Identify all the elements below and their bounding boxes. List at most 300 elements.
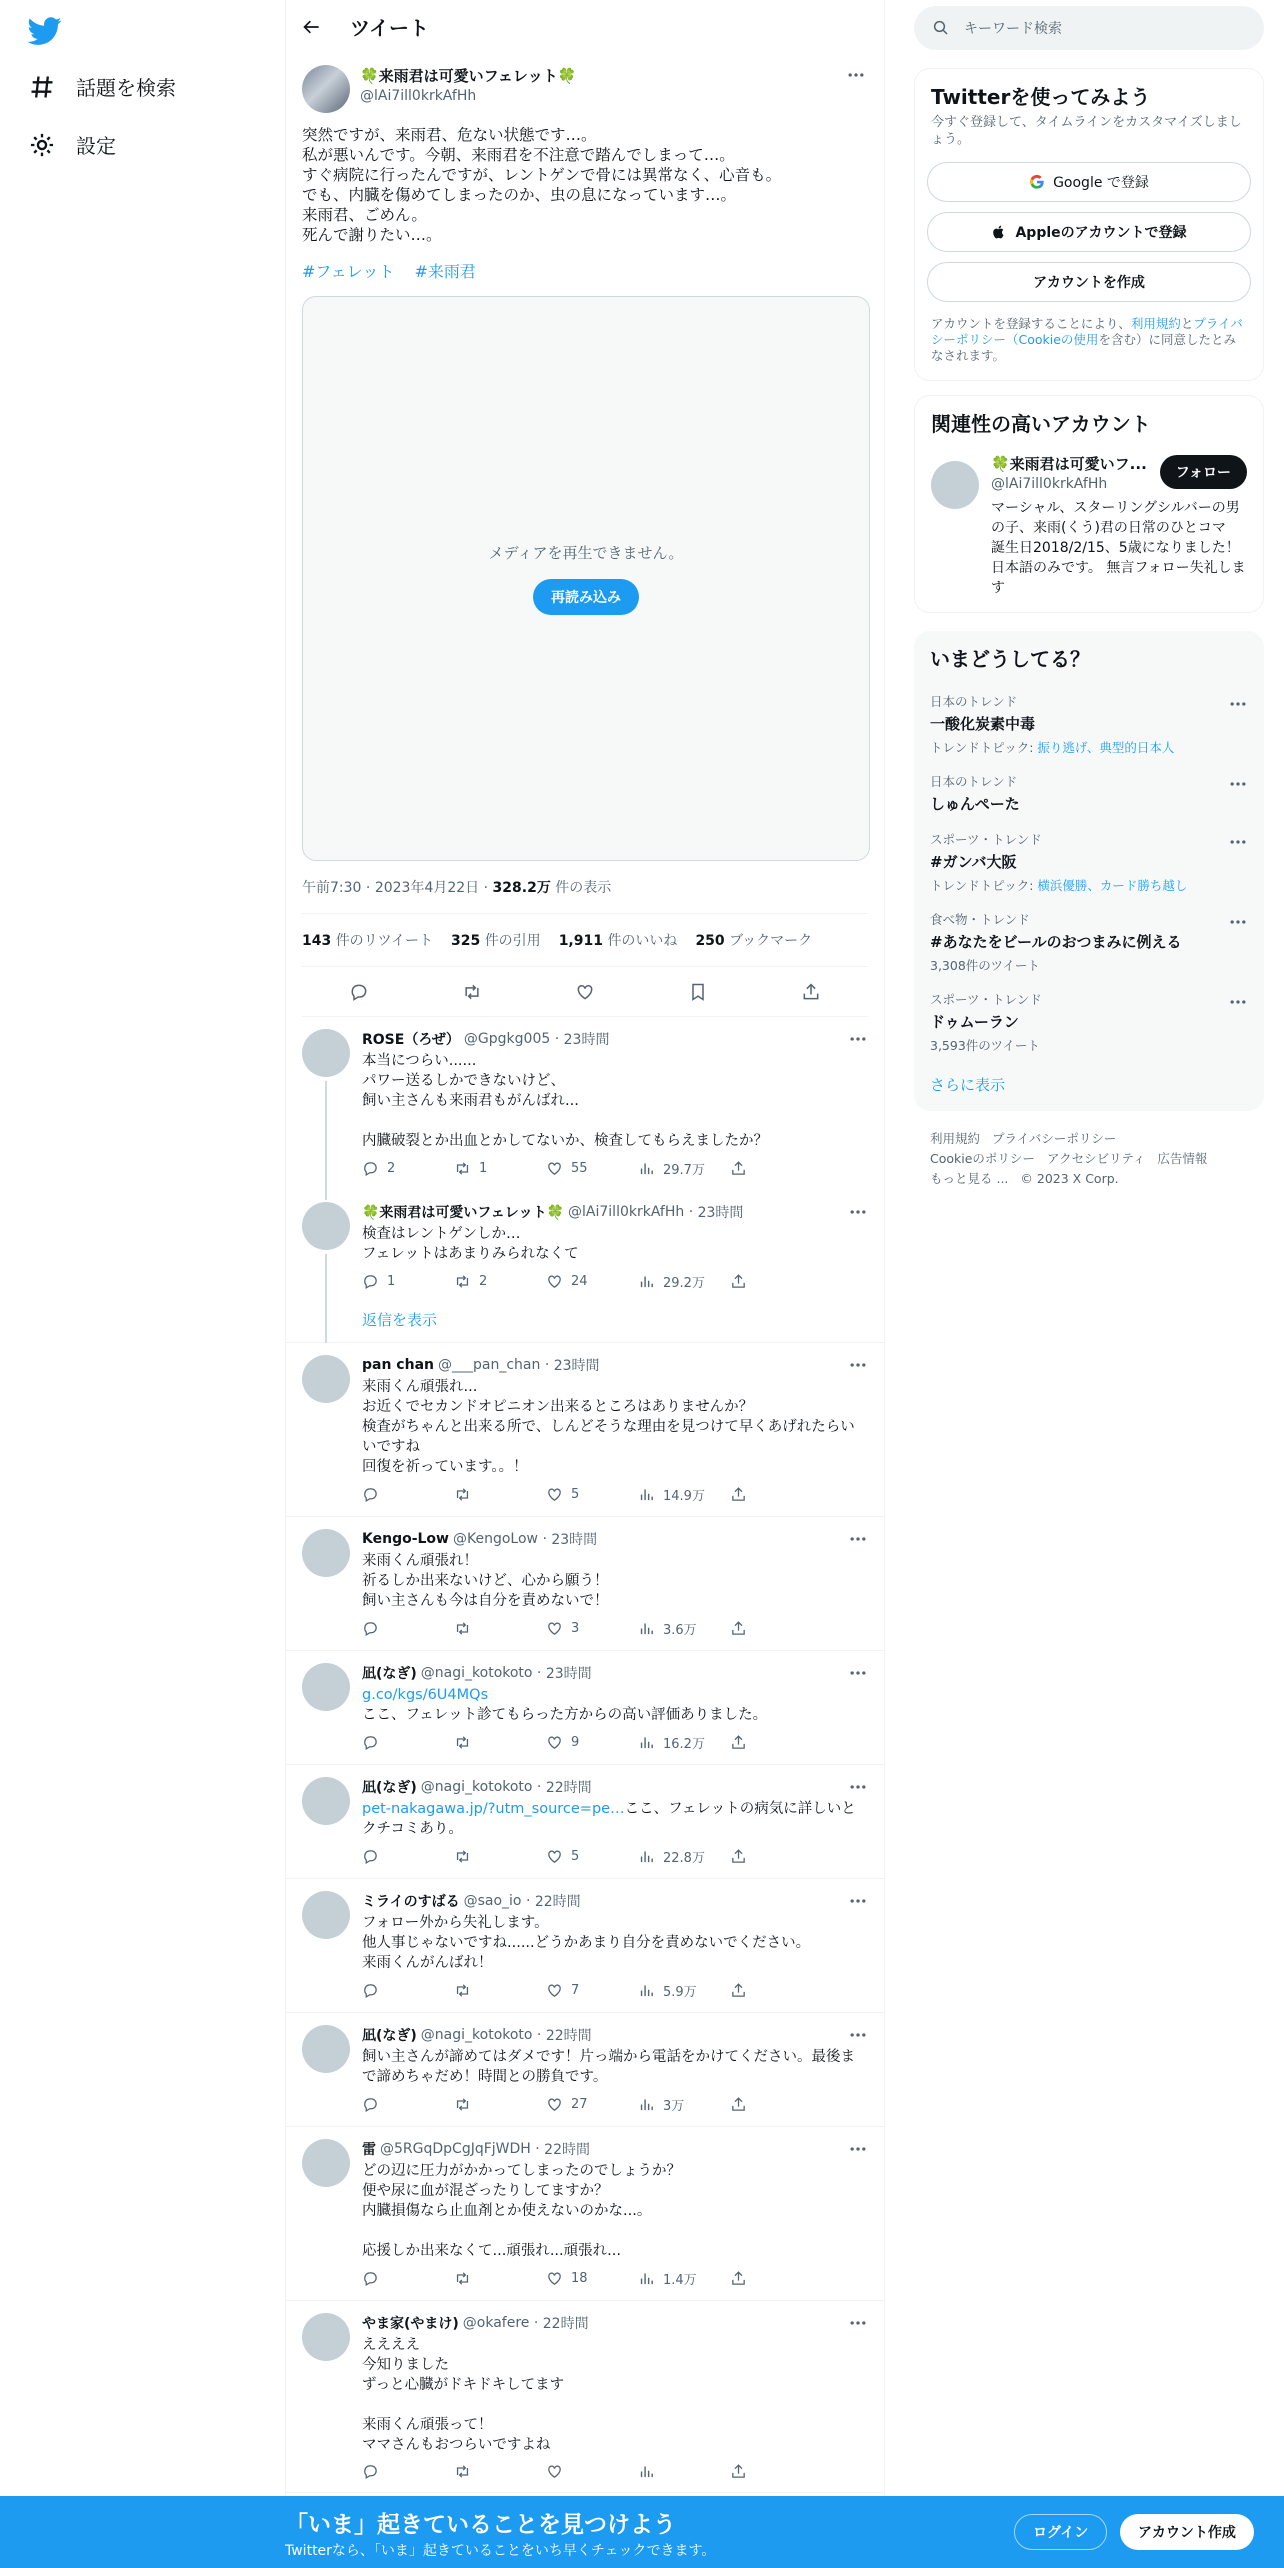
reply-author-handle[interactable]: @Gpgkg005 [463,1031,551,1047]
hashtag-link[interactable]: #フェレット [302,262,395,281]
trends-card [914,631,1264,1111]
reply-header [362,1529,868,1549]
back-arrow-icon[interactable] [302,17,322,37]
reply-actions [362,1272,868,1303]
reply-author-name[interactable]: 凪(なぎ) [362,2028,417,2044]
avatar[interactable] [302,1355,350,1403]
reply-author-name[interactable]: 凪(なぎ) [362,1666,417,1682]
share-button[interactable] [730,1847,822,1866]
trend-topic-label: トレンドトピック: [930,740,1038,755]
reply-author-handle[interactable]: @nagi_kotokoto [420,1665,533,1681]
reply-author-name[interactable]: やま家(やまけ) [362,2316,459,2332]
reply-time[interactable]: 22時間 [544,2142,590,2158]
tweet-time[interactable]: 午前7:30 [302,880,362,896]
reply-body [362,1891,868,2012]
avatar[interactable] [931,461,979,509]
relevant-accounts-title: 関連性の高いアカウント [931,412,1151,436]
avatar[interactable] [302,1663,350,1711]
reply-text-content: フォロー外から失礼します。 他人事じゃないですね......どうかあまり自分を責めないでください。 来雨くんがんばれ！ [362,1915,811,1971]
separator: · [532,1779,546,1795]
like-count: 18 [571,2271,588,2286]
views-icon [638,2096,655,2113]
reply-tweet[interactable] [286,1651,884,1765]
reply-button[interactable] [362,1847,454,1866]
reply-button[interactable] [362,1272,454,1291]
reply-icon [362,1734,379,1751]
more-icon[interactable] [844,65,868,85]
like-button[interactable] [546,1733,638,1752]
footer-links [914,1111,1264,1207]
views-count: 16.2万 [663,1737,705,1752]
relevant-account-handle[interactable]: @lAi7ill0krkAfHh [991,476,1108,492]
bookmark-stat[interactable] [695,930,812,950]
reply-link[interactable]: pet-nakagawa.jp/?utm_source=pe… [362,1801,625,1817]
like-count: 7 [571,1983,580,1998]
reply-time[interactable]: 22時間 [534,1894,581,1910]
reply-button[interactable] [362,1159,454,1178]
views-count: 29.2万 [663,1276,705,1291]
more-icon[interactable] [1228,832,1248,852]
share-button[interactable] [730,1485,822,1504]
reply-body [362,1529,868,1650]
login-button[interactable]: ログイン [1014,2514,1107,2550]
reply-body [362,1355,868,1516]
hashtag-link[interactable]: #来雨君 [414,262,476,281]
views-button[interactable] [638,1981,730,2000]
avatar[interactable] [302,2313,350,2361]
apple-signup-button[interactable] [927,212,1251,252]
reply-link[interactable]: g.co/kgs/6U4MQs [362,1687,489,1703]
terms-text: アカウントを登録することにより、 [931,316,1131,331]
footer-link[interactable]: プライバシーポリシー [992,1131,1117,1146]
heart-icon [546,2463,563,2480]
share-button[interactable] [730,1981,822,2000]
heart-icon [546,2096,563,2113]
more-icon[interactable] [1228,912,1248,932]
heart-icon [546,2270,563,2287]
more-icon[interactable] [1228,694,1248,714]
separator: · [530,2141,545,2157]
retweet-icon [454,1486,471,1503]
reply-time[interactable]: 22時間 [545,1780,592,1796]
trend-item[interactable] [914,900,1264,980]
reply-time[interactable]: 23時間 [563,1032,610,1048]
follow-button[interactable]: フォロー [1160,455,1247,489]
reply-tweet[interactable] [286,1517,884,1651]
share-button[interactable] [730,1159,822,1178]
trend-name: #あなたをビールのおつまみに例える [930,933,1182,951]
reply-tweet[interactable] [286,1190,884,1303]
trend-name: ドゥムーラン [930,1013,1019,1031]
views-button[interactable] [638,1733,730,1752]
reply-body [362,2139,868,2300]
views-button[interactable] [638,1485,730,1504]
reply-header [362,1777,868,1797]
like-count: 1,911 [558,933,603,949]
separator: · [538,1531,552,1547]
reload-button[interactable]: 再読み込み [533,579,639,615]
views-button[interactable] [638,2463,730,2480]
trend-item[interactable] [914,820,1264,900]
reply-tweet[interactable] [286,1765,884,1879]
tweet-stats [302,914,868,967]
reply-header [362,1029,868,1049]
create-account-button[interactable] [927,262,1251,302]
separator: · [521,1893,535,1909]
reply-icon [362,1848,379,1865]
nav-settings[interactable] [28,130,116,159]
trend-category: 日本のトレンド [930,774,1018,789]
reply-time[interactable]: 23時間 [697,1205,744,1221]
thread-line [325,1190,327,1200]
more-icon[interactable] [848,2139,868,2159]
reply-time[interactable]: 23時間 [553,1358,600,1374]
reply-time[interactable]: 22時間 [545,2028,592,2044]
twitter-logo-icon[interactable] [28,14,62,48]
retweet-icon [454,1620,471,1637]
reply-time[interactable]: 23時間 [545,1666,592,1682]
footer-link[interactable]: アクセシビリティ [1046,1151,1146,1166]
relevant-accounts-card [914,395,1264,613]
more-icon[interactable] [848,2313,868,2333]
reply-count: 2 [387,1161,396,1176]
share-button[interactable] [730,1272,822,1291]
reply-tweet[interactable] [286,2013,884,2127]
views-button[interactable] [638,2095,730,2114]
signup-button[interactable]: アカウント作成 [1120,2514,1254,2550]
reply-icon [362,1486,379,1503]
reply-author-handle[interactable]: @sao_io [463,1893,522,1909]
share-button[interactable] [730,2463,822,2480]
trends-title: いまどうしてる？ [930,647,1090,671]
views-count: 1.4万 [663,2273,697,2288]
reply-text-content: 検査はレントゲンしか… フェレットはあまりみられなくて [362,1226,579,1262]
reply-header [362,1891,868,1911]
google-signup-button[interactable] [927,162,1251,202]
share-icon [730,1982,747,1999]
retweet-button[interactable] [454,1485,546,1504]
reply-icon [362,2270,379,2287]
views-icon [638,1734,655,1751]
reply-text-content: どの辺に圧力がかかってしまったのでしょうか？ 便や尿に血が混ざったりしてますか？ 内臓損傷なら止血剤とか使えないのかな...。 応援しか出来なくて...頑張れ...頑張れ... [362,2163,681,2259]
retweet-icon [454,2270,471,2287]
like-label: 件のいいね [607,933,678,949]
signup-card [914,68,1264,381]
retweet-button[interactable] [454,2095,546,2114]
reply-icon[interactable] [349,982,369,1002]
more-icon[interactable] [848,1777,868,1797]
like-button[interactable] [546,1619,638,1638]
avatar[interactable] [302,1891,350,1939]
hashtag-list [286,245,884,282]
share-icon [730,1486,747,1503]
retweet-button[interactable] [454,2463,546,2480]
reply-header [362,1663,868,1683]
retweet-count: 2 [479,1274,488,1289]
reply-body [362,1202,868,1303]
reply-text [362,1051,868,1151]
more-icon[interactable] [848,1529,868,1549]
retweet-button[interactable] [454,1847,546,1866]
heart-icon [546,1982,563,1999]
reply-tweet[interactable] [286,1343,884,1517]
like-button[interactable] [546,2095,638,2114]
heart-icon [546,1620,563,1637]
more-icon[interactable] [848,1891,868,1911]
like-count: 3 [571,1621,580,1636]
reply-time[interactable]: 23時間 [551,1532,598,1548]
trend-subtitle [930,738,1248,756]
trend-topic-links[interactable]: 横浜優勝、カード勝ち越し [1037,878,1188,893]
views-button[interactable] [638,1272,730,1291]
reply-actions [362,2269,868,2300]
tweet-date[interactable]: 2023年4月22日 [374,880,480,896]
reply-button[interactable] [362,2463,454,2480]
relevant-account-bio: マーシャル、スターリングシルバーの男の子、来雨(くう)君の日常のひとコマ 誕生日2018/2/15、5歳になりました！ 日本語のみです。 無言フォロー失礼します [991,500,1254,596]
retweet-button[interactable] [454,2269,546,2288]
retweet-icon[interactable] [462,982,482,1002]
reply-author-name[interactable]: 凪(なぎ) [362,1780,417,1796]
reply-actions [362,1733,868,1764]
avatar[interactable] [302,1777,350,1825]
reply-icon [362,1620,379,1637]
reply-time[interactable]: 22時間 [542,2316,589,2332]
apple-icon [991,224,1007,240]
nav-explore[interactable] [28,72,176,101]
signup-title: Twitterを使ってみよう [931,85,1151,109]
retweet-stat[interactable] [302,930,433,950]
avatar[interactable] [302,2139,350,2187]
reply-text-content: 来雨くん頑張れ... お近くでセカンドオピニオン出来るところはありませんか？ 検査がちゃんと出来る所で、しんどそうな理由を見つけて早くあげれたらいいですね 回復を祈っています。。！ [362,1379,855,1475]
views-button[interactable] [638,1619,730,1638]
search-input[interactable]: キーワード検索 [964,21,1062,37]
reply-author-handle[interactable]: @nagi_kotokoto [420,2027,533,2043]
avatar[interactable] [302,1202,350,1250]
reply-body [362,2025,868,2126]
reply-text [362,1377,868,1477]
heart-icon[interactable] [575,982,595,1002]
show-replies-link[interactable]: 返信を表示 [286,1303,884,1343]
bookmark-icon[interactable] [688,982,708,1002]
author-handle[interactable]: @lAi7ill0krkAfHh [360,88,477,104]
right-sidebar [914,0,1264,1207]
like-stat[interactable] [559,930,678,950]
like-button[interactable] [546,2463,638,2480]
views-icon [638,1982,655,1999]
quote-stat[interactable] [451,930,541,950]
search-box[interactable] [914,6,1264,50]
reply-tweet[interactable] [286,1017,884,1190]
retweet-label: 件のリツイート [335,933,433,949]
relevant-account[interactable] [915,441,1263,612]
retweet-icon [454,1734,471,1751]
retweet-button[interactable] [454,1981,546,2000]
like-button[interactable] [546,1981,638,2000]
banner-subtitle: Twitterなら、「いま」起きていることをいち早くチェックできます。 [285,2543,716,2559]
like-button[interactable] [546,2269,638,2288]
tweet-author[interactable] [360,65,844,113]
reply-author-name[interactable]: Kengo-Low [362,1531,449,1547]
reply-button[interactable] [362,1981,454,2000]
view-label: 件の表示 [555,880,612,896]
retweet-button[interactable] [454,1619,546,1638]
reply-text [362,1913,868,1973]
like-button[interactable] [546,1159,638,1178]
trend-topic-links[interactable]: 振り逃げ、典型的日本人 [1037,740,1175,755]
reply-author-handle[interactable]: @nagi_kotokoto [420,1779,533,1795]
views-button[interactable] [638,1847,730,1866]
reply-author-handle[interactable]: @5RGqDpCgJqFjWDH [380,2141,531,2157]
reply-author-handle[interactable]: @lAi7ill0krkAfHh [568,1204,685,1220]
more-icon[interactable] [1228,774,1248,794]
heart-icon [546,1734,563,1751]
reply-icon [362,2463,379,2480]
reply-author-name[interactable]: pan chan [362,1357,434,1373]
nav-settings-label: 設定 [76,134,116,158]
trend-subtitle [930,1036,1248,1054]
retweet-button[interactable] [454,1272,546,1291]
media-placeholder [302,296,870,861]
terms-link[interactable]: 利用規約 [1130,316,1181,331]
reply-tweet[interactable] [286,1879,884,2013]
reply-tweet[interactable] [286,2127,884,2301]
reply-author-name[interactable]: 🍀来雨君は可愛いフェレット🍀 [362,1205,565,1221]
trend-name: しゅんぺーた [930,795,1020,813]
like-count: 9 [571,1735,580,1750]
privacy-link[interactable]: プライバシーポリシー（Cookieの使用 [931,316,1243,347]
share-button[interactable] [730,2269,822,2288]
separator: · [540,1357,554,1373]
more-icon[interactable] [848,2025,868,2045]
banner-title: 「いま」起きていることを見つけよう [285,2512,676,2538]
trend-name: #ガンバ大阪 [930,853,1017,871]
tweet-header [286,53,884,113]
more-icon[interactable] [1228,992,1248,1012]
retweet-icon [454,2096,471,2113]
reply-actions [362,2095,868,2126]
avatar[interactable] [302,1029,350,1077]
reply-actions [362,1485,868,1516]
retweet-icon [454,1160,471,1177]
trend-list [914,682,1264,1060]
author-name[interactable]: 🍀来雨君は可愛いフェレット🍀 [360,67,577,85]
show-more-link[interactable]: さらに表示 [930,1076,1006,1094]
views-icon [638,1273,655,1290]
avatar[interactable] [302,1529,350,1577]
reply-author-name[interactable]: 雷 [362,2142,376,2158]
reply-icon [362,1982,379,1999]
like-button[interactable] [546,1272,638,1291]
like-button[interactable] [546,1847,638,1866]
views-icon [638,1160,655,1177]
share-icon [730,2270,747,2287]
views-count: 5.9万 [663,1985,697,2000]
more-icon[interactable] [848,1663,868,1683]
footer-link[interactable]: 広告情報 [1157,1151,1208,1166]
views-count: 14.9万 [663,1489,705,1504]
reply-button[interactable] [362,1485,454,1504]
reply-button[interactable] [362,2095,454,2114]
heart-icon [546,1160,563,1177]
footer-link[interactable]: 利用規約 [930,1131,981,1146]
signup-subtitle: 今すぐ登録して、タイムラインをカスタマイズしましょう。 [931,115,1242,147]
views-button[interactable] [638,2269,730,2288]
share-icon [730,1620,747,1637]
reply-text-content: 飼い主さんが諦めてはダメです！片っ端から電話をかけてください。最後まで諦めちゃだめ！時間との勝負です。 [362,2049,855,2085]
avatar[interactable] [302,2025,350,2073]
tweet-meta: 午前7:30 · 2023年4月22日 · 328.2万 件の表示 [302,861,868,914]
reply-text [362,1685,868,1725]
terms-text: と [1180,316,1194,331]
reply-icon [362,2096,379,2113]
trend-item[interactable] [914,980,1264,1060]
share-icon [730,1160,747,1177]
trend-topic-label: トレンドトピック: [930,878,1038,893]
views-button[interactable] [638,1159,730,1178]
views-count: 3.6万 [663,1623,697,1638]
avatar[interactable] [302,65,350,113]
share-icon[interactable] [801,982,821,1002]
reply-button[interactable] [362,2269,454,2288]
reply-author-handle[interactable]: @___pan_chan [438,1357,541,1373]
heart-icon [546,1273,563,1290]
trend-subtitle [930,876,1248,894]
reply-body [362,1029,868,1190]
trend-item[interactable] [914,682,1264,762]
create-account-label: アカウントを作成 [1033,275,1145,291]
more-icon[interactable] [848,1355,868,1375]
like-button[interactable] [546,1485,638,1504]
heart-icon [546,1848,563,1865]
separator: · [532,1665,546,1681]
reply-author-handle[interactable]: @KengoLow [453,1531,538,1547]
trend-name: 一酸化炭素中毒 [930,715,1036,733]
reply-author-handle[interactable]: @okafere [462,2315,530,2331]
trend-item[interactable] [914,762,1264,820]
footer-link[interactable]: Cookieのポリシー [930,1151,1035,1166]
media-error-message: メディアを再生できません。 [488,544,684,562]
reply-actions [362,1159,868,1190]
reply-author-name[interactable]: ROSE（ろぜ） [362,1032,460,1048]
like-count: 5 [571,1487,580,1502]
reply-text [362,1551,868,1611]
google-icon [1029,174,1045,190]
retweet-button[interactable] [454,1733,546,1752]
reply-text [362,1224,868,1264]
reply-button[interactable] [362,1619,454,1638]
more-icon[interactable] [848,1202,868,1222]
more-icon[interactable] [848,1029,868,1049]
retweet-button[interactable] [454,1159,546,1178]
reply-text [362,2047,868,2087]
share-button[interactable] [730,1733,822,1752]
retweet-icon [454,1982,471,1999]
reply-author-name[interactable]: ミライのすばる [362,1894,460,1910]
footer-link[interactable]: もっと見る ... [930,1171,1009,1186]
reply-tweet[interactable] [286,2301,884,2493]
reply-button[interactable] [362,1733,454,1752]
quote-label: 件の引用 [484,933,541,949]
views-icon [638,1486,655,1503]
page-header [286,0,884,53]
like-count: 55 [571,1161,588,1176]
relevant-account-name[interactable]: 🍀来雨君は可愛いフ... [991,455,1147,473]
share-button[interactable] [730,2095,822,2114]
share-button[interactable] [730,1619,822,1638]
gear-icon [28,131,56,159]
tweet-actions [302,967,868,1017]
retweet-count: 143 [302,933,332,949]
